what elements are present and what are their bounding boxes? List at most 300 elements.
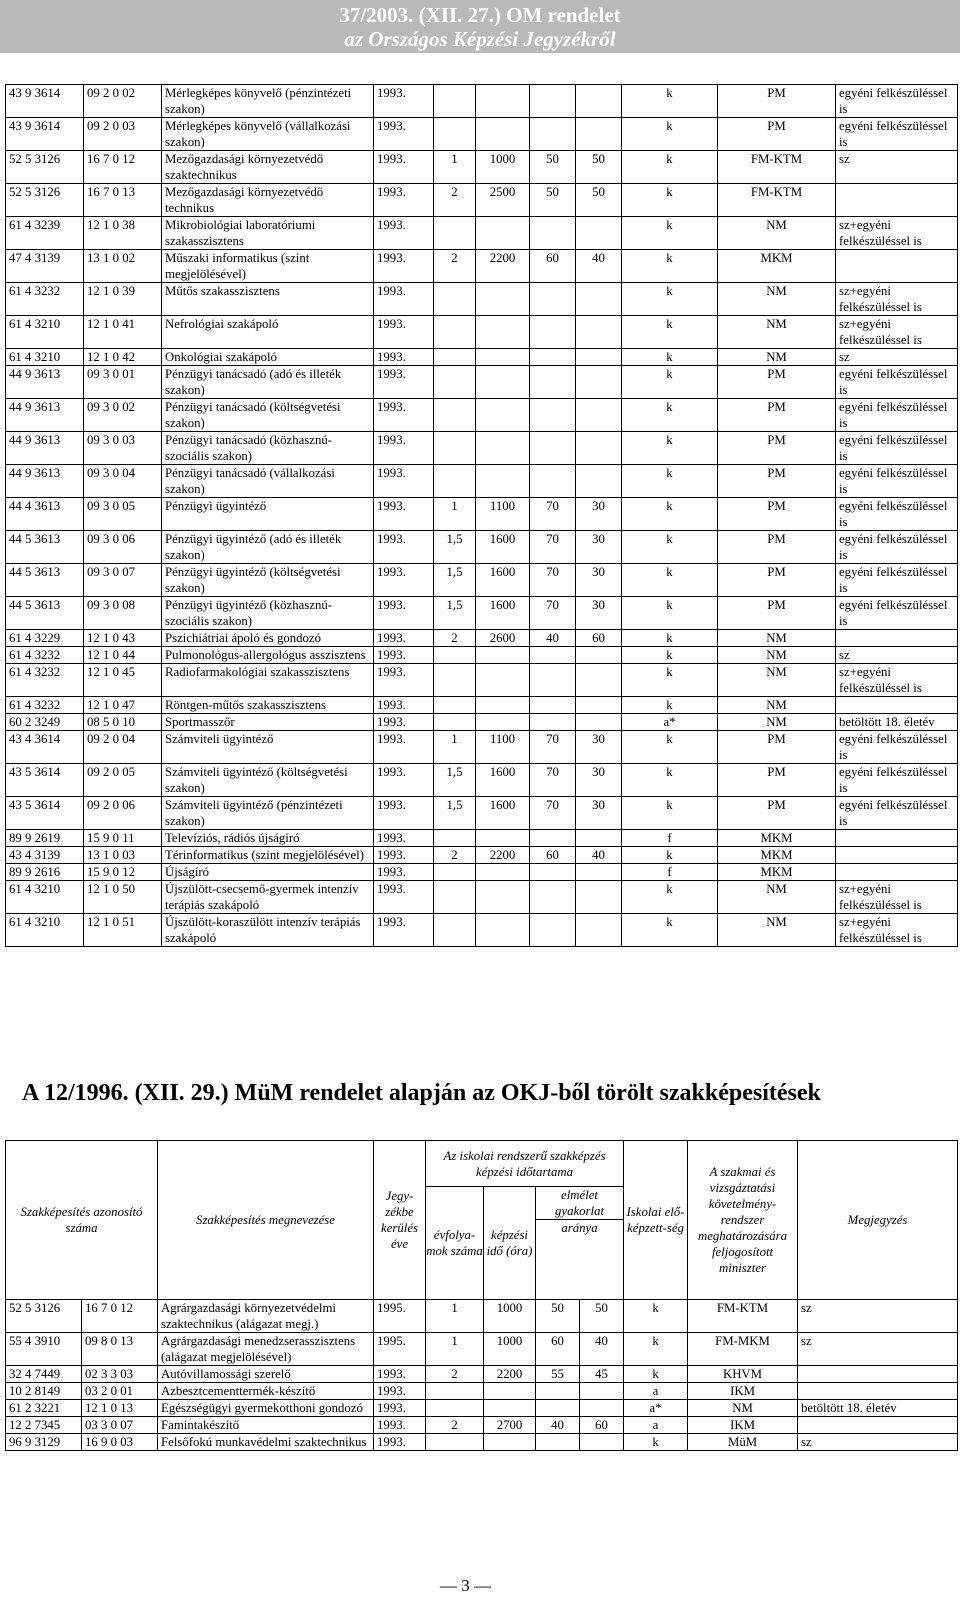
- cell-okj-kod: 12 1 0 47: [84, 697, 162, 714]
- cell-elmelet: [536, 1434, 580, 1451]
- cell-azonosito: 61 4 3210: [6, 349, 84, 366]
- cell-megnevezes: Egészségügyi gyermekotthoni gondozó: [158, 1400, 374, 1417]
- cell-jegyzekbe: 1993.: [374, 830, 434, 847]
- cell-elmelet: 70: [530, 531, 576, 564]
- table-row: [6, 151, 958, 184]
- cell-azonosito: 61 2 3221: [6, 1400, 82, 1417]
- cell-gyakorlat: [576, 399, 622, 432]
- cell-elmelet: 70: [530, 797, 576, 830]
- cell-megnevezes: Azbesztcementtermék-készítő: [158, 1383, 374, 1400]
- table-row: [6, 647, 958, 664]
- cell-megnevezes: Mezőgazdasági környezetvédő szaktechnikus: [162, 151, 374, 184]
- cell-jegyzekbe: 1993.: [374, 664, 434, 697]
- cell-megjegyzes: [836, 250, 958, 283]
- cell-gyakorlat: 30: [576, 498, 622, 531]
- cell-okj-kod: 12 1 0 51: [84, 914, 162, 947]
- table-row: [6, 797, 958, 830]
- table-row: [6, 250, 958, 283]
- cell-iskolai: k: [622, 764, 718, 797]
- cell-miniszter: NM: [718, 664, 836, 697]
- cell-gyakorlat: 60: [576, 630, 622, 647]
- cell-megjegyzes: egyéni felkészüléssel is: [836, 531, 958, 564]
- cell-elmelet: [530, 283, 576, 316]
- cell-elmelet: [530, 881, 576, 914]
- cell-miniszter: FM-KTM: [718, 151, 836, 184]
- cell-okj-kod: 09 3 0 08: [84, 597, 162, 630]
- cell-miniszter: PM: [718, 432, 836, 465]
- cell-miniszter: NM: [718, 647, 836, 664]
- cell-jegyzekbe: 1993.: [374, 647, 434, 664]
- cell-megjegyzes: sz: [836, 647, 958, 664]
- table-row: [6, 531, 958, 564]
- cell-jegyzekbe: 1993.: [374, 864, 434, 881]
- cell-evfolyamok: 1: [426, 1300, 484, 1333]
- cell-kepzesi-ido: 2600: [476, 630, 530, 647]
- cell-megnevezes: Agrárgazdasági környezetvédelmi szaktechnikus (alágazat megj.): [158, 1300, 374, 1333]
- cell-iskolai: k: [622, 250, 718, 283]
- cell-kepzesi-ido: [476, 881, 530, 914]
- cell-azonosito: 52 5 3126: [6, 151, 84, 184]
- cell-miniszter: PM: [718, 498, 836, 531]
- cell-megjegyzes: egyéni felkészüléssel is: [836, 465, 958, 498]
- cell-elmelet: 50: [530, 151, 576, 184]
- cell-kepzesi-ido: 1000: [476, 151, 530, 184]
- cell-megjegyzes: egyéni felkészüléssel is: [836, 118, 958, 151]
- cell-okj-kod: 09 8 0 13: [82, 1333, 158, 1366]
- cell-okj-kod: 12 1 0 45: [84, 664, 162, 697]
- header-regulation: 37/2003. (XII. 27.) OM rendelet: [339, 3, 621, 27]
- cell-miniszter: PM: [718, 399, 836, 432]
- cell-gyakorlat: [580, 1383, 624, 1400]
- cell-azonosito: 43 9 3614: [6, 85, 84, 118]
- cell-miniszter: PM: [718, 764, 836, 797]
- cell-megjegyzes: [836, 184, 958, 217]
- table-row: [6, 217, 958, 250]
- cell-iskolai: k: [622, 564, 718, 597]
- cell-jegyzekbe: 1993.: [374, 85, 434, 118]
- table-row: [6, 630, 958, 647]
- cell-evfolyamok: [434, 664, 476, 697]
- cell-gyakorlat: 50: [580, 1300, 624, 1333]
- header-megnevezes: Szakképesítés megnevezése: [158, 1141, 374, 1300]
- cell-kepzesi-ido: [484, 1383, 536, 1400]
- cell-azonosito: 61 4 3210: [6, 316, 84, 349]
- cell-azonosito: 61 4 3210: [6, 881, 84, 914]
- cell-elmelet: [530, 664, 576, 697]
- cell-okj-kod: 09 3 0 02: [84, 399, 162, 432]
- cell-iskolai: k: [622, 731, 718, 764]
- table-row: [6, 283, 958, 316]
- cell-megjegyzes: [836, 830, 958, 847]
- cell-megnevezes: Mezőgazdasági környezetvédő technikus: [162, 184, 374, 217]
- cell-megjegyzes: [798, 1383, 958, 1400]
- cell-okj-kod: 16 9 0 03: [82, 1434, 158, 1451]
- cell-megjegyzes: egyéni felkészüléssel is: [836, 498, 958, 531]
- table-row: [6, 1333, 958, 1366]
- cell-gyakorlat: [576, 316, 622, 349]
- cell-gyakorlat: [580, 1400, 624, 1417]
- cell-miniszter: NM: [718, 697, 836, 714]
- cell-jegyzekbe: 1993.: [374, 881, 434, 914]
- cell-okj-kod: 09 3 0 06: [84, 531, 162, 564]
- table-row: [6, 85, 958, 118]
- cell-megjegyzes: [798, 1366, 958, 1383]
- cell-kepzesi-ido: [476, 465, 530, 498]
- cell-megjegyzes: [798, 1417, 958, 1434]
- cell-miniszter: NM: [718, 349, 836, 366]
- table-row: [6, 1383, 958, 1400]
- cell-jegyzekbe: 1993.: [374, 1383, 426, 1400]
- cell-gyakorlat: 60: [580, 1417, 624, 1434]
- cell-okj-kod: 09 3 0 07: [84, 564, 162, 597]
- table-row: [6, 881, 958, 914]
- cell-elmelet: [530, 697, 576, 714]
- cell-okj-kod: 16 7 0 12: [84, 151, 162, 184]
- cell-iskolai: k: [622, 465, 718, 498]
- cell-megjegyzes: egyéni felkészüléssel is: [836, 432, 958, 465]
- cell-megjegyzes: sz: [798, 1300, 958, 1333]
- cell-elmelet: 50: [530, 184, 576, 217]
- cell-azonosito: 32 4 7449: [6, 1366, 82, 1383]
- cell-megjegyzes: sz: [836, 151, 958, 184]
- cell-evfolyamok: [434, 465, 476, 498]
- cell-okj-kod: 12 1 0 39: [84, 283, 162, 316]
- cell-megnevezes: Mérlegképes könyvelő (pénzintézeti szakon): [162, 85, 374, 118]
- cell-okj-kod: 12 1 0 38: [84, 217, 162, 250]
- cell-jegyzekbe: 1993.: [374, 697, 434, 714]
- cell-elmelet: [530, 85, 576, 118]
- cell-azonosito: 61 4 3210: [6, 914, 84, 947]
- cell-miniszter: KHVM: [688, 1366, 798, 1383]
- cell-okj-kod: 03 3 0 07: [82, 1417, 158, 1434]
- cell-iskolai: k: [624, 1333, 688, 1366]
- cell-megjegyzes: sz+egyéni felkészüléssel is: [836, 881, 958, 914]
- cell-gyakorlat: [576, 432, 622, 465]
- cell-megnevezes: Pénzügyi tanácsadó (adó és illeték szakon): [162, 366, 374, 399]
- table-row: [6, 697, 958, 714]
- header-iskolai: Iskolai elő-képzett-ség: [624, 1141, 688, 1300]
- cell-azonosito: 44 5 3613: [6, 564, 84, 597]
- cell-evfolyamok: 1: [434, 731, 476, 764]
- cell-iskolai: k: [622, 797, 718, 830]
- cell-azonosito: 44 5 3613: [6, 531, 84, 564]
- cell-azonosito: 61 4 3232: [6, 647, 84, 664]
- cell-kepzesi-ido: [484, 1434, 536, 1451]
- cell-okj-kod: 15 9 0 12: [84, 864, 162, 881]
- cell-okj-kod: 09 3 0 05: [84, 498, 162, 531]
- cell-gyakorlat: [580, 1434, 624, 1451]
- cell-gyakorlat: [576, 283, 622, 316]
- cell-megjegyzes: egyéni felkészüléssel is: [836, 564, 958, 597]
- cell-azonosito: 44 9 3613: [6, 465, 84, 498]
- cell-iskolai: a*: [622, 714, 718, 731]
- cell-iskolai: k: [622, 498, 718, 531]
- cell-kepzesi-ido: 1600: [476, 764, 530, 797]
- cell-megnevezes: Térinformatikus (szint megjelölésével): [162, 847, 374, 864]
- cell-jegyzekbe: 1993.: [374, 498, 434, 531]
- cell-gyakorlat: 45: [580, 1366, 624, 1383]
- cell-evfolyamok: 1,5: [434, 531, 476, 564]
- cell-jegyzekbe: 1993.: [374, 465, 434, 498]
- cell-megnevezes: Pénzügyi ügyintéző (közhasznú-szociális szakon): [162, 597, 374, 630]
- cell-jegyzekbe: 1993.: [374, 316, 434, 349]
- cell-gyakorlat: 50: [576, 184, 622, 217]
- cell-elmelet: 70: [530, 597, 576, 630]
- cell-miniszter: PM: [718, 731, 836, 764]
- cell-evfolyamok: [434, 432, 476, 465]
- cell-kepzesi-ido: 1600: [476, 797, 530, 830]
- cell-megnevezes: Műszaki informatikus (szint megjelölésével): [162, 250, 374, 283]
- section-title: A 12/1996. (XII. 29.) MüM rendelet alapján az OKJ-ből törölt szakképesítések: [22, 1080, 821, 1106]
- cell-jegyzekbe: 1993.: [374, 597, 434, 630]
- cell-megjegyzes: [836, 697, 958, 714]
- cell-okj-kod: 09 2 0 03: [84, 118, 162, 151]
- cell-elmelet: [530, 647, 576, 664]
- table-row: [6, 1417, 958, 1434]
- cell-iskolai: a*: [624, 1400, 688, 1417]
- cell-iskolai: k: [622, 697, 718, 714]
- cell-jegyzekbe: 1993.: [374, 1417, 426, 1434]
- cell-megnevezes: Pénzügyi ügyintéző: [162, 498, 374, 531]
- cell-megjegyzes: [836, 864, 958, 881]
- cell-megnevezes: Pénzügyi ügyintéző (költségvetési szakon): [162, 564, 374, 597]
- cell-elmelet: [530, 399, 576, 432]
- cell-miniszter: NM: [718, 881, 836, 914]
- cell-megnevezes: Radiofarmakológiai szakasszisztens: [162, 664, 374, 697]
- cell-jegyzekbe: 1993.: [374, 847, 434, 864]
- cell-evfolyamok: [434, 864, 476, 881]
- cell-okj-kod: 09 3 0 04: [84, 465, 162, 498]
- cell-okj-kod: 09 2 0 06: [84, 797, 162, 830]
- cell-megnevezes: Pszichiátriai ápoló és gondozó: [162, 630, 374, 647]
- cell-evfolyamok: 1,5: [434, 764, 476, 797]
- cell-kepzesi-ido: 1600: [476, 597, 530, 630]
- table-row: [6, 731, 958, 764]
- cell-megjegyzes: sz+egyéni felkészüléssel is: [836, 316, 958, 349]
- cell-iskolai: k: [622, 881, 718, 914]
- cell-gyakorlat: [576, 647, 622, 664]
- cell-azonosito: 61 4 3232: [6, 664, 84, 697]
- cell-miniszter: NM: [688, 1400, 798, 1417]
- cell-iskolai: k: [624, 1434, 688, 1451]
- cell-evfolyamok: [434, 349, 476, 366]
- header-jegyzekbe: Jegy-zékbe kerülés éve: [374, 1141, 426, 1300]
- cell-evfolyamok: [434, 697, 476, 714]
- cell-iskolai: k: [622, 217, 718, 250]
- cell-kepzesi-ido: 1600: [476, 531, 530, 564]
- cell-jegyzekbe: 1993.: [374, 432, 434, 465]
- cell-evfolyamok: [434, 316, 476, 349]
- cell-megnevezes: Számviteli ügyintéző (költségvetési szakon): [162, 764, 374, 797]
- cell-azonosito: 61 4 3232: [6, 283, 84, 316]
- cell-miniszter: IKM: [688, 1417, 798, 1434]
- cell-megjegyzes: betöltött 18. életév: [798, 1400, 958, 1417]
- cell-gyakorlat: 30: [576, 764, 622, 797]
- cell-megnevezes: Famintakészítő: [158, 1417, 374, 1434]
- cell-kepzesi-ido: [476, 647, 530, 664]
- cell-jegyzekbe: 1993.: [374, 1434, 426, 1451]
- cell-okj-kod: 03 2 0 01: [82, 1383, 158, 1400]
- cell-miniszter: PM: [718, 531, 836, 564]
- cell-kepzesi-ido: [476, 399, 530, 432]
- cell-megjegyzes: sz+egyéni felkészüléssel is: [836, 217, 958, 250]
- cell-gyakorlat: [576, 830, 622, 847]
- cell-jegyzekbe: 1993.: [374, 630, 434, 647]
- cell-azonosito: 55 4 3910: [6, 1333, 82, 1366]
- cell-iskolai: k: [622, 349, 718, 366]
- cell-jegyzekbe: 1995.: [374, 1300, 426, 1333]
- cell-evfolyamok: 2: [434, 184, 476, 217]
- cell-evfolyamok: [434, 283, 476, 316]
- table-row: [6, 847, 958, 864]
- cell-elmelet: 70: [530, 764, 576, 797]
- cell-evfolyamok: 1,5: [434, 564, 476, 597]
- cell-miniszter: PM: [718, 564, 836, 597]
- table-row: [6, 1434, 958, 1451]
- table-row: [6, 432, 958, 465]
- cell-evfolyamok: [434, 399, 476, 432]
- cell-jegyzekbe: 1995.: [374, 1333, 426, 1366]
- cell-iskolai: k: [622, 432, 718, 465]
- cell-gyakorlat: 30: [576, 531, 622, 564]
- cell-megnevezes: Felsőfokú munkavédelmi szaktechnikus: [158, 1434, 374, 1451]
- cell-megjegyzes: egyéni felkészüléssel is: [836, 797, 958, 830]
- cell-miniszter: PM: [718, 465, 836, 498]
- cell-megnevezes: Autóvillamossági szerelő: [158, 1366, 374, 1383]
- table-row: [6, 564, 958, 597]
- table-row: [6, 1400, 958, 1417]
- cell-miniszter: PM: [718, 597, 836, 630]
- cell-iskolai: k: [622, 630, 718, 647]
- cell-evfolyamok: 1: [434, 498, 476, 531]
- cell-miniszter: NM: [718, 630, 836, 647]
- cell-jegyzekbe: 1993.: [374, 118, 434, 151]
- cell-azonosito: 44 9 3613: [6, 399, 84, 432]
- header-kepzesi-ido: képzési idő (óra): [484, 1187, 536, 1300]
- cell-okj-kod: 12 1 0 42: [84, 349, 162, 366]
- cell-evfolyamok: 2: [426, 1417, 484, 1434]
- cell-megjegyzes: egyéni felkészüléssel is: [836, 366, 958, 399]
- cell-jegyzekbe: 1993.: [374, 714, 434, 731]
- cell-megnevezes: Mikrobiológiai laboratóriumi szakasszisztens: [162, 217, 374, 250]
- cell-miniszter: PM: [718, 85, 836, 118]
- table-row: [6, 498, 958, 531]
- cell-azonosito: 43 4 3139: [6, 847, 84, 864]
- cell-kepzesi-ido: 2200: [476, 250, 530, 283]
- cell-miniszter: PM: [718, 797, 836, 830]
- cell-kepzesi-ido: 1000: [484, 1333, 536, 1366]
- cell-megnevezes: Újságíró: [162, 864, 374, 881]
- cell-megjegyzes: sz+egyéni felkészüléssel is: [836, 664, 958, 697]
- cell-elmelet: [530, 714, 576, 731]
- cell-evfolyamok: [434, 881, 476, 914]
- cell-gyakorlat: [576, 349, 622, 366]
- header-kovetelmeny: A szakmai és vizsgáztatási követelmény-rendszer meghatározására feljogosított miniszter: [688, 1141, 798, 1300]
- header-azonosito: Szakképesítés azonosító száma: [6, 1141, 158, 1300]
- cell-jegyzekbe: 1993.: [374, 764, 434, 797]
- cell-kepzesi-ido: [476, 830, 530, 847]
- cell-azonosito: 44 4 3613: [6, 498, 84, 531]
- cell-miniszter: FM-MKM: [688, 1333, 798, 1366]
- cell-miniszter: MKM: [718, 864, 836, 881]
- header-evfolyamok: évfolya-mok száma: [426, 1187, 484, 1300]
- cell-iskolai: a: [624, 1417, 688, 1434]
- cell-megjegyzes: egyéni felkészüléssel is: [836, 597, 958, 630]
- cell-gyakorlat: 40: [580, 1333, 624, 1366]
- cell-iskolai: k: [622, 647, 718, 664]
- cell-elmelet: 70: [530, 498, 576, 531]
- table-row: [6, 597, 958, 630]
- cell-elmelet: 40: [530, 630, 576, 647]
- cell-okj-kod: 15 9 0 11: [84, 830, 162, 847]
- cell-azonosito: 12 2 7345: [6, 1417, 82, 1434]
- cell-kepzesi-ido: [476, 118, 530, 151]
- cell-kepzesi-ido: 1000: [484, 1300, 536, 1333]
- cell-azonosito: 60 2 3249: [6, 714, 84, 731]
- cell-kepzesi-ido: [476, 432, 530, 465]
- cell-kepzesi-ido: [476, 217, 530, 250]
- cell-jegyzekbe: 1993.: [374, 184, 434, 217]
- cell-miniszter: FM-KTM: [688, 1300, 798, 1333]
- table-row: [6, 118, 958, 151]
- cell-okj-kod: 16 7 0 12: [82, 1300, 158, 1333]
- cell-gyakorlat: 30: [576, 597, 622, 630]
- cell-megnevezes: Számviteli ügyintéző: [162, 731, 374, 764]
- cell-elmelet: [530, 349, 576, 366]
- cell-jegyzekbe: 1993.: [374, 217, 434, 250]
- cell-megjegyzes: [836, 630, 958, 647]
- cell-jegyzekbe: 1993.: [374, 151, 434, 184]
- cell-azonosito: 43 9 3614: [6, 118, 84, 151]
- cell-okj-kod: 09 3 0 01: [84, 366, 162, 399]
- cell-azonosito: 44 9 3613: [6, 432, 84, 465]
- cell-iskolai: k: [622, 597, 718, 630]
- cell-evfolyamok: [434, 118, 476, 151]
- cell-azonosito: 89 9 2619: [6, 830, 84, 847]
- cell-elmelet: 70: [530, 731, 576, 764]
- cell-evfolyamok: [434, 914, 476, 947]
- cell-megjegyzes: betöltött 18. életév: [836, 714, 958, 731]
- cell-elmelet: 60: [530, 847, 576, 864]
- cell-gyakorlat: [576, 465, 622, 498]
- table-row: [6, 1300, 958, 1333]
- cell-azonosito: 96 9 3129: [6, 1434, 82, 1451]
- cell-megnevezes: Agrárgazdasági menedzserasszisztens (alágazat megjelölésével): [158, 1333, 374, 1366]
- cell-elmelet: 60: [530, 250, 576, 283]
- table-row: [6, 1366, 958, 1383]
- table-row: [6, 316, 958, 349]
- cell-elmelet: [530, 914, 576, 947]
- cell-miniszter: MKM: [718, 250, 836, 283]
- cell-elmelet: [530, 316, 576, 349]
- cell-megnevezes: Pénzügyi tanácsadó (vállalkozási szakon): [162, 465, 374, 498]
- cell-gyakorlat: [576, 664, 622, 697]
- table-row: [6, 184, 958, 217]
- cell-megnevezes: Pénzügyi ügyintéző (adó és illeték szakon): [162, 531, 374, 564]
- cell-jegyzekbe: 1993.: [374, 1366, 426, 1383]
- cell-miniszter: NM: [718, 714, 836, 731]
- cell-evfolyamok: 2: [434, 847, 476, 864]
- cell-kepzesi-ido: 1600: [476, 564, 530, 597]
- cell-okj-kod: 09 2 0 04: [84, 731, 162, 764]
- cell-evfolyamok: 1: [426, 1333, 484, 1366]
- cell-evfolyamok: [426, 1434, 484, 1451]
- cell-kepzesi-ido: [476, 85, 530, 118]
- cell-okj-kod: 16 7 0 13: [84, 184, 162, 217]
- cell-iskolai: k: [622, 151, 718, 184]
- cell-megnevezes: Műtős szakasszisztens: [162, 283, 374, 316]
- cell-evfolyamok: 2: [434, 630, 476, 647]
